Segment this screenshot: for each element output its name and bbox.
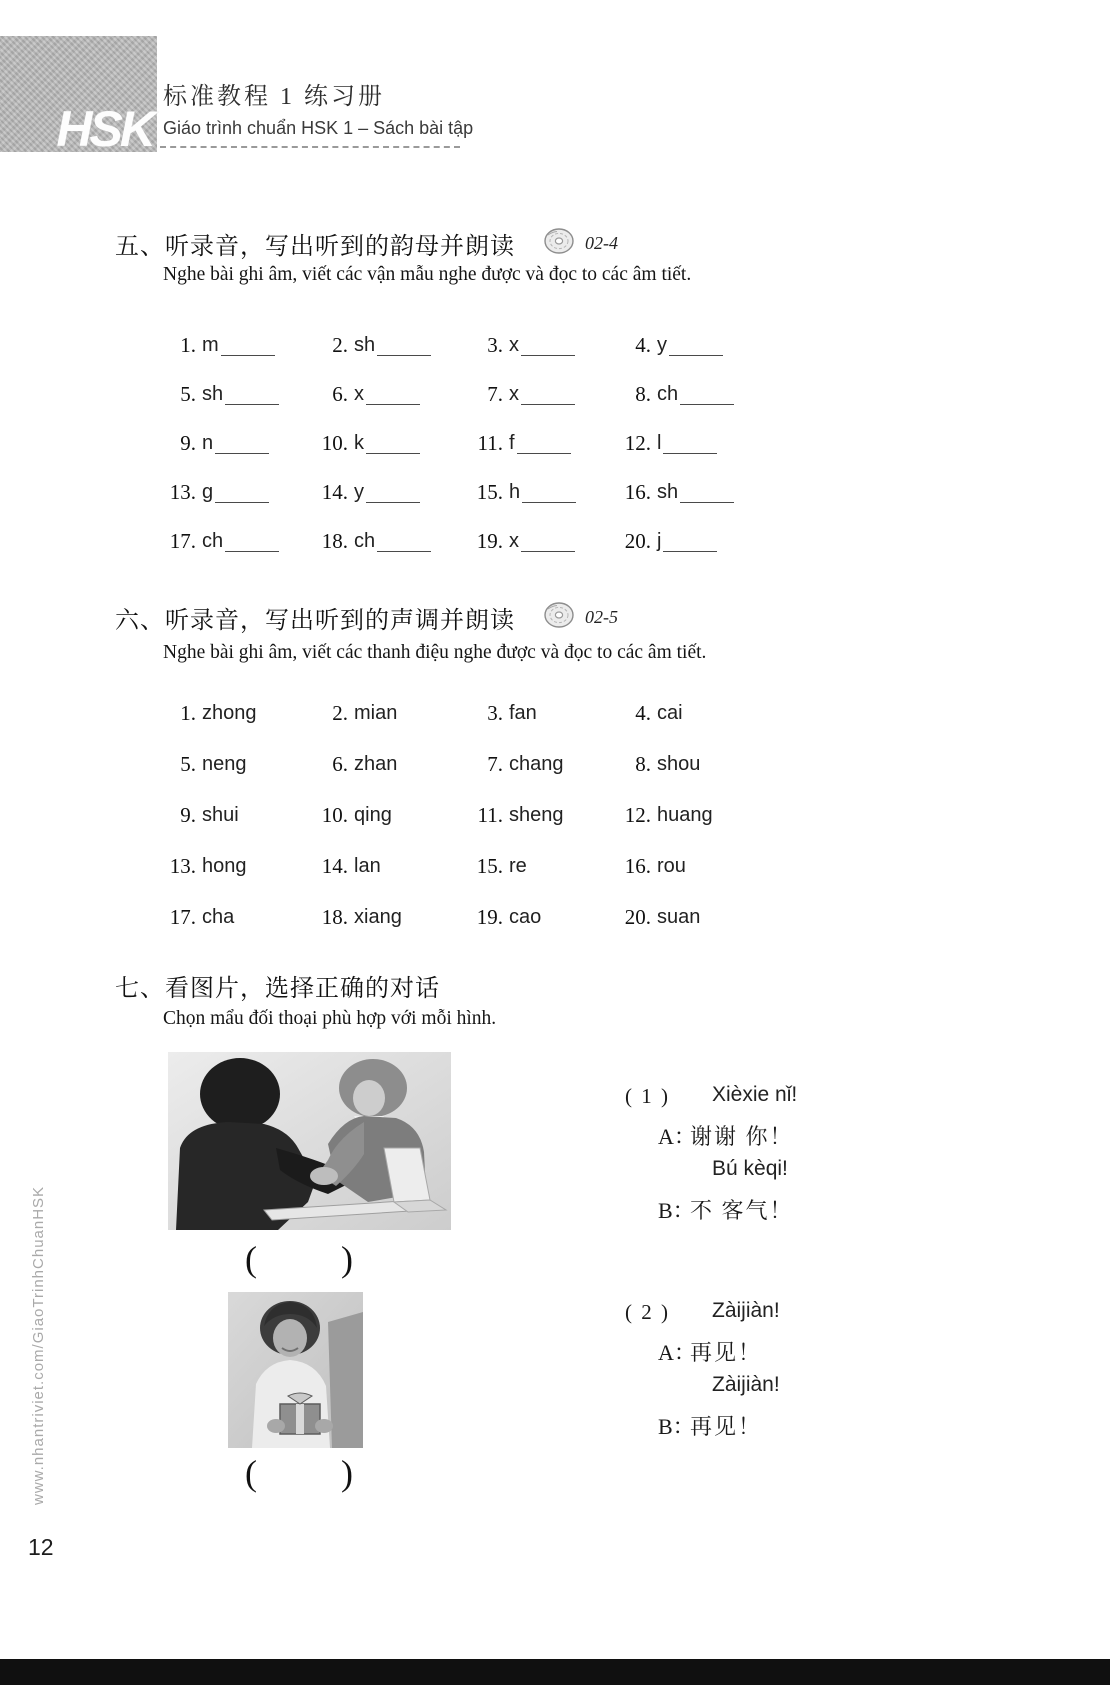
item-number: 17. <box>169 529 196 553</box>
exercise-item <box>160 419 312 468</box>
chinese-line: 再见！ <box>690 1414 763 1439</box>
header-divider <box>160 146 460 148</box>
section5-heading-row <box>115 226 618 261</box>
section6-items-grid <box>160 688 765 943</box>
pinyin-line: Xièxie nǐ! <box>712 1083 798 1106</box>
item-number: 20. <box>624 529 651 553</box>
item-number: 13. <box>169 854 196 878</box>
exercise-item <box>615 892 765 943</box>
item-number: 2. <box>332 333 348 357</box>
item-initial: x <box>509 530 519 552</box>
item-number: 3. <box>487 701 503 725</box>
exercise-item <box>615 739 765 790</box>
item-syllable: hong <box>202 855 247 877</box>
paren-open: ( <box>245 1239 257 1279</box>
dialogue-line <box>585 1117 1015 1154</box>
item-number: 16. <box>624 480 651 504</box>
item-number: 7. <box>487 752 503 776</box>
header-titles <box>163 76 473 139</box>
item-initial: j <box>657 530 662 552</box>
item-number: 8. <box>635 752 651 776</box>
exercise-item <box>312 790 467 841</box>
section6-instruction-vietnamese: Nghe bài ghi âm, viết các thanh điệu nghe được và đọc to các âm tiết. <box>163 642 707 663</box>
item-number: 11. <box>477 803 503 827</box>
speaker-label: A： <box>658 1340 696 1365</box>
answer-blank-parentheses <box>245 1238 353 1280</box>
speaker-label: B： <box>658 1198 695 1223</box>
item-syllable: re <box>509 855 527 877</box>
answer-blank-parentheses <box>245 1452 353 1494</box>
item-number: 10. <box>321 431 348 455</box>
exercise-item <box>467 892 615 943</box>
item-number: 9. <box>180 803 196 827</box>
item-syllable: zhong <box>202 702 257 724</box>
answer-blank-line <box>521 335 575 356</box>
item-syllable: neng <box>202 753 247 775</box>
item-number: 12. <box>624 431 651 455</box>
item-initial: g <box>202 481 214 503</box>
answer-blank-line <box>521 384 575 405</box>
answer-blank-line <box>366 482 420 503</box>
answer-blank-line <box>221 335 275 356</box>
answer-blank-line <box>680 482 734 503</box>
exercise-item <box>467 739 615 790</box>
dialogue-line <box>585 1080 1015 1117</box>
paren-close: ) <box>341 1239 353 1279</box>
item-initial: ch <box>657 383 679 405</box>
section7-heading-row <box>115 968 440 1003</box>
paren-open: ( <box>245 1453 257 1493</box>
item-number: 15. <box>476 480 503 504</box>
exercise-item <box>467 370 615 419</box>
page-number: 12 <box>28 1534 54 1560</box>
answer-blank-line <box>680 384 734 405</box>
item-number: 13. <box>169 480 196 504</box>
page-bottom-bar <box>0 1659 1110 1685</box>
exercise-item <box>160 841 312 892</box>
item-syllable: suan <box>657 906 701 928</box>
answer-blank-line <box>225 531 279 552</box>
item-initial: m <box>202 334 219 356</box>
answer-blank-line <box>377 335 431 356</box>
item-number: 20. <box>624 905 651 929</box>
exercise-item <box>467 517 615 566</box>
audio-track-label: 02-4 <box>585 233 618 253</box>
dialogue-number: ( 1 ) <box>625 1084 670 1108</box>
exercise-item <box>312 370 467 419</box>
exercise-item <box>312 739 467 790</box>
pinyin-line: Zàijiàn! <box>712 1373 780 1396</box>
item-initial: n <box>202 432 214 454</box>
item-number: 19. <box>476 529 503 553</box>
item-syllable: mian <box>354 702 398 724</box>
item-number: 6. <box>332 382 348 406</box>
item-syllable: cha <box>202 906 235 928</box>
exercise-item <box>160 517 312 566</box>
exercise-item <box>160 321 312 370</box>
audio-track-label: 02-5 <box>585 607 618 627</box>
exercise-item <box>467 790 615 841</box>
item-number: 5. <box>180 752 196 776</box>
exercise-item <box>312 517 467 566</box>
section7-instruction-vietnamese: Chọn mẩu đối thoại phù hợp với mỗi hình. <box>163 1008 497 1029</box>
chinese-line: 不 客气！ <box>690 1198 794 1223</box>
item-initial: y <box>354 481 364 503</box>
dialogue-option-2 <box>585 1296 1015 1444</box>
answer-blank-line <box>377 531 431 552</box>
item-number: 10. <box>321 803 348 827</box>
item-syllable: zhan <box>354 753 398 775</box>
item-syllable: rou <box>657 855 686 877</box>
item-initial: k <box>354 432 364 454</box>
item-syllable: fan <box>509 702 537 724</box>
item-initial: x <box>509 334 519 356</box>
item-number: 18. <box>321 529 348 553</box>
item-number: 1. <box>180 333 196 357</box>
section5-heading: 五、听录音，写出听到的韵母并朗读 <box>115 234 515 260</box>
item-number: 7. <box>487 382 503 406</box>
dialogue-line <box>585 1370 1015 1407</box>
answer-blank-line <box>225 384 279 405</box>
item-syllable: qing <box>354 804 392 826</box>
dialogue-line <box>585 1296 1015 1333</box>
item-number: 19. <box>476 905 503 929</box>
exercise-item <box>312 468 467 517</box>
hsk-logo: HSK <box>56 101 153 157</box>
item-number: 14. <box>321 480 348 504</box>
item-number: 1. <box>180 701 196 725</box>
answer-blank-line <box>366 384 420 405</box>
answer-blank-line <box>215 433 269 454</box>
sidebar-watermark-url: www.nhantriviet.com/GiaoTrinhChuanHSK <box>30 1185 47 1505</box>
item-initial: sh <box>354 334 376 356</box>
exercise-item <box>467 419 615 468</box>
item-initial: x <box>509 383 519 405</box>
exercise-item <box>160 739 312 790</box>
answer-blank-line <box>215 482 269 503</box>
item-number: 15. <box>476 854 503 878</box>
dialogue-number: ( 2 ) <box>625 1300 670 1324</box>
exercise-item <box>615 790 765 841</box>
answer-blank-line <box>522 482 576 503</box>
item-syllable: shou <box>657 753 701 775</box>
item-initial: ch <box>354 530 376 552</box>
item-number: 18. <box>321 905 348 929</box>
item-initial: sh <box>657 481 679 503</box>
speaker-label: A： <box>658 1124 696 1149</box>
item-number: 2. <box>332 701 348 725</box>
dialogue-option-1 <box>585 1080 1015 1228</box>
item-syllable: xiang <box>354 906 402 928</box>
item-number: 8. <box>635 382 651 406</box>
item-syllable: cai <box>657 702 683 724</box>
exercise-item <box>312 841 467 892</box>
exercise-item <box>312 892 467 943</box>
item-number: 9. <box>180 431 196 455</box>
section5-items-grid <box>160 321 765 566</box>
exercise-item <box>615 419 765 468</box>
speaker-label: B： <box>658 1414 695 1439</box>
item-number: 5. <box>180 382 196 406</box>
book-title-chinese: 标准教程 1 练习册 <box>163 84 385 110</box>
item-syllable: sheng <box>509 804 564 826</box>
hsk-logo-block <box>0 36 157 157</box>
exercise-item <box>615 517 765 566</box>
chinese-line: 再见！ <box>690 1340 763 1365</box>
cd-icon <box>543 602 575 634</box>
item-initial: l <box>657 432 662 454</box>
dialogue-line <box>585 1154 1015 1191</box>
item-initial: h <box>509 481 521 503</box>
item-number: 16. <box>624 854 651 878</box>
exercise-item <box>467 468 615 517</box>
exercise-item <box>615 688 765 739</box>
exercise-item <box>467 321 615 370</box>
item-syllable: chang <box>509 753 564 775</box>
exercise-item <box>615 841 765 892</box>
section6-heading-row <box>115 600 618 635</box>
item-number: 17. <box>169 905 196 929</box>
exercise-item <box>467 841 615 892</box>
photo-gift <box>228 1292 363 1453</box>
dialogue-line <box>585 1191 1015 1228</box>
exercise-item <box>467 688 615 739</box>
item-number: 4. <box>635 333 651 357</box>
item-number: 11. <box>477 431 503 455</box>
answer-blank-line <box>366 433 420 454</box>
item-initial: y <box>657 334 667 356</box>
exercise-item <box>160 892 312 943</box>
photo-handshake <box>168 1052 451 1235</box>
answer-blank-line <box>521 531 575 552</box>
exercise-item <box>160 468 312 517</box>
exercise-item <box>615 468 765 517</box>
exercise-item <box>160 790 312 841</box>
section7-heading: 七、看图片，选择正确的对话 <box>115 976 440 1002</box>
item-number: 12. <box>624 803 651 827</box>
dialogue-line <box>585 1407 1015 1444</box>
item-syllable: lan <box>354 855 381 877</box>
item-number: 3. <box>487 333 503 357</box>
answer-blank-line <box>663 433 717 454</box>
item-syllable: cao <box>509 906 542 928</box>
cd-icon <box>543 228 575 260</box>
item-number: 14. <box>321 854 348 878</box>
item-syllable: huang <box>657 804 713 826</box>
section5-instruction-vietnamese: Nghe bài ghi âm, viết các vận mẫu nghe được và đọc to các âm tiết. <box>163 264 692 285</box>
book-title-vietnamese: Giáo trình chuẩn HSK 1 – Sách bài tập <box>163 118 474 138</box>
exercise-item <box>312 321 467 370</box>
item-number: 4. <box>635 701 651 725</box>
paren-close: ) <box>341 1453 353 1493</box>
pinyin-line: Zàijiàn! <box>712 1299 780 1322</box>
item-initial: sh <box>202 383 224 405</box>
pinyin-line: Bú kèqi! <box>712 1157 788 1180</box>
item-number: 6. <box>332 752 348 776</box>
exercise-item <box>160 370 312 419</box>
section6-heading: 六、听录音，写出听到的声调并朗读 <box>115 608 515 634</box>
answer-blank-line <box>517 433 571 454</box>
answer-blank-line <box>669 335 723 356</box>
chinese-line: 谢谢 你！ <box>690 1124 794 1149</box>
dialogue-line <box>585 1333 1015 1370</box>
item-initial: f <box>509 432 515 454</box>
item-initial: x <box>354 383 364 405</box>
item-initial: ch <box>202 530 224 552</box>
exercise-item <box>615 321 765 370</box>
exercise-item <box>160 688 312 739</box>
exercise-item <box>615 370 765 419</box>
exercise-item <box>312 688 467 739</box>
exercise-item <box>312 419 467 468</box>
answer-blank-line <box>663 531 717 552</box>
item-syllable: shui <box>202 804 239 826</box>
